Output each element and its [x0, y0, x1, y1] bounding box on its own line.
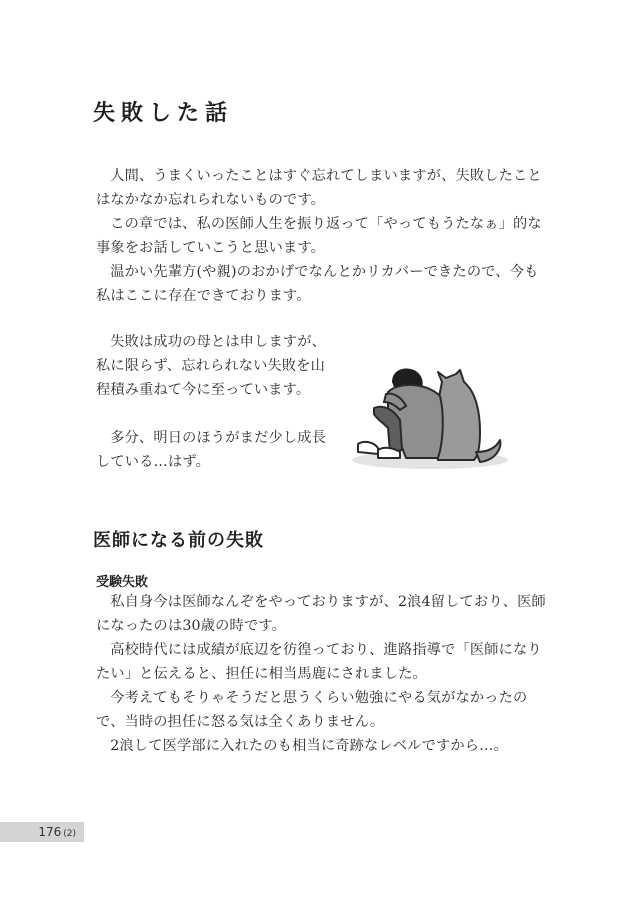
paragraph: 今考えてもそりゃそうだと思うくらい勉強にやる気がなかったので、当時の担任に怒る気は全くありません。 — [96, 690, 528, 730]
side-text — [96, 330, 346, 474]
paragraph — [96, 426, 346, 450]
text-line: している…はず。 — [96, 454, 210, 470]
sitting-person-and-dog-illustration — [330, 352, 520, 482]
text-line: 私に限らず、忘れられない失敗を山 — [96, 358, 326, 374]
section-text — [96, 590, 546, 758]
text-line: 多分、明日のほうがまだ少し成長 — [110, 430, 327, 446]
paragraph: 温かい先輩方(や親)のおかげでなんとかリカバーできたので、今も私はここに存在できております。 — [96, 264, 539, 304]
page-title: 失敗した話 — [93, 101, 234, 126]
paragraph — [96, 330, 346, 354]
page-number — [0, 822, 84, 842]
page-number-value: 176 — [38, 825, 62, 839]
section-title: 医師になる前の失敗 — [93, 530, 264, 551]
page-number-sub: (2) — [63, 829, 76, 839]
text-line: 失敗は成功の母とは申しますが、 — [110, 334, 327, 350]
paragraph: 高校時代には成績が底辺を彷徨っており、進路指導で「医師になりたい」と伝えると、担任に相当馬鹿にされました。 — [96, 642, 542, 682]
paragraph: 2浪して医学部に入れたのも相当に奇跡なレベルですから…。 — [110, 738, 508, 754]
paragraph: 人間、うまくいったことはすぐ忘れてしまいますが、失敗したことはなかなか忘れられないものです。 — [96, 168, 542, 208]
paragraph: 私自身今は医師なんぞをやっておりますが、2浪4留しており、医師になったのは30歳の時です。 — [96, 594, 546, 634]
subsection-title: 受験失敗 — [96, 575, 149, 590]
intro-text — [96, 164, 546, 308]
text-line: 程積み重ねて今に至っています。 — [96, 382, 311, 398]
paragraph: この章では、私の医師人生を振り返って「やってもうたなぁ」的な事象をお話していこうと思います。 — [96, 216, 542, 256]
